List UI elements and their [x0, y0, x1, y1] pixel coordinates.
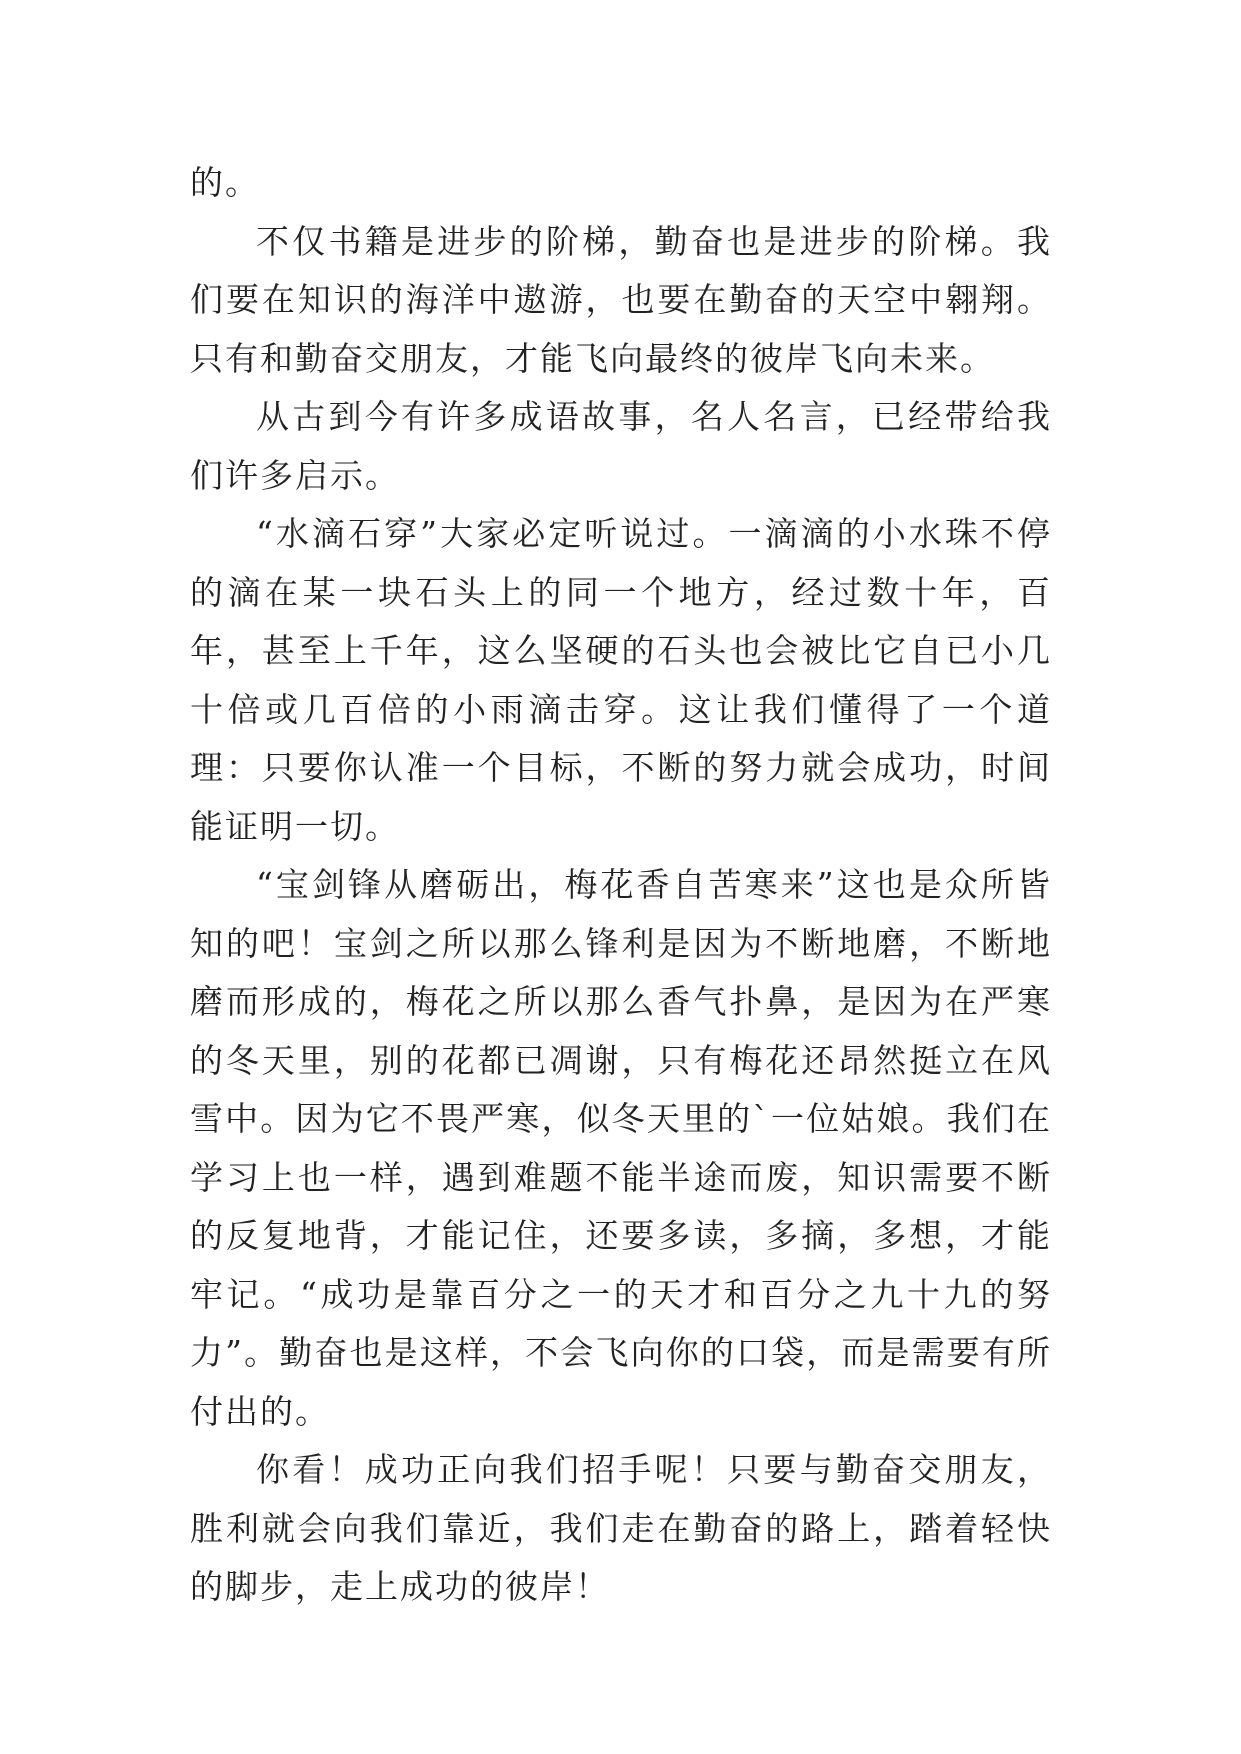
paragraph: 从古到今有许多成语故事，名人名言，已经带给我们许多启示。: [190, 397, 1052, 495]
document-body: [190, 154, 1052, 1617]
paragraph: 不仅书籍是进步的阶梯，勤奋也是进步的阶梯。我们要在知识的海洋中遨游，也要在勤奋的天空中翱翔。只有和勤奋交朋友，才能飞向最终的彼岸飞向未来。: [190, 221, 1052, 378]
paragraph-continuation: 的。: [190, 163, 260, 202]
paragraph: “宝剑锋从磨砺出，梅花香自苦寒来”这也是众所皆知的吧！宝剑之所以那么锋利是因为不断地磨，不断地磨而形成的，梅花之所以那么香气扑鼻，是因为在严寒的冬天里，别的花都已凋谢，只有梅花还昂然挺立在风雪中。因为它不畏严寒，似冬天里的`一位姑娘。我们在学习上也一样，遇到难题不能半途而废，知识需要不断的反复地背，才能记住，还要多读，多摘，多想，才能牢记。“成功是靠百分之一的天才和百分之九十九的努力”。勤奋也是这样，不会飞向你的口袋，而是需要有所付出的。: [190, 865, 1052, 1431]
paragraph: 你看！成功正向我们招手呢！只要与勤奋交朋友，胜利就会向我们靠近，我们走在勤奋的路上，踏着轻快的脚步，走上成功的彼岸！: [190, 1450, 1052, 1606]
paragraph: “水滴石穿”大家必定听说过。一滴滴的小水珠不停的滴在某一块石头上的同一个地方，经过数十年，百年，甚至上千年，这么坚硬的石头也会被比它自已小几十倍或几百倍的小雨滴击穿。这让我们懂得了一个道理：只要你认准一个目标，不断的努力就会成功，时间能证明一切。: [190, 514, 1052, 846]
